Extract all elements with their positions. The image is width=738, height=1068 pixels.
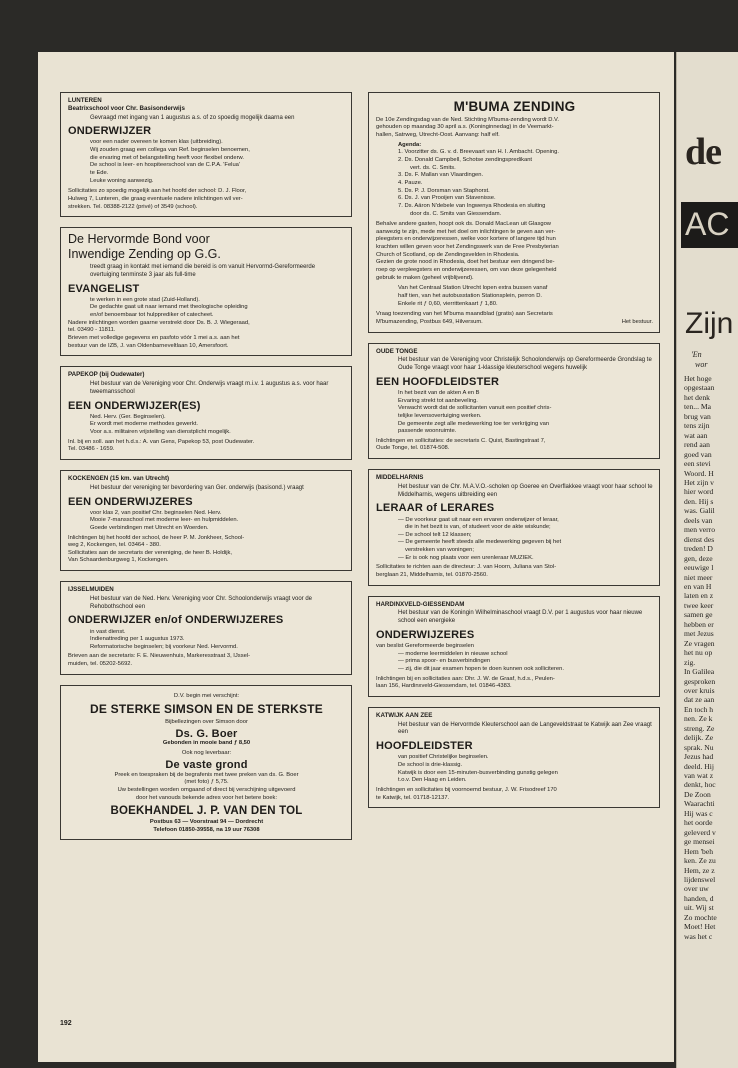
next-page-line: was het c [684,931,713,941]
ad-line: Gebonden in mooie band ƒ 8,50 [162,740,251,747]
next-page-line: lijdenswel [684,875,716,885]
next-page-line: En toch h [684,704,714,714]
ad-line: Vraag toezending van het M'buma maandblad (gratis) aan Secretaris [376,311,553,318]
next-page-line: nen. Ze k [684,714,713,724]
ad-line: Inlichtingen bij en sollicitaties aan: Dhr. J. W. de Graaf, h.d.s., Peulen- [376,675,555,682]
ad-location: LUNTEREN [68,97,102,104]
ad-line: Gezien de grote nood in Rhodesia, doet het bestuur een dringend be- [376,259,555,266]
next-page-line: het oorde [684,818,713,828]
ad-body [376,517,653,563]
next-page-line: twee keer [684,600,714,610]
ad-line: voor een nader overeen te komen klas (uitbreiding). [90,139,223,146]
ad-hervormde-bond [60,227,352,356]
ad-line: Inlichtingen en sollicitaties bij voornoemd bestuur, J. W. Frisodreef 170 [376,786,557,793]
ad-line: berglaan 21, Middelharnis, tel. 01870-2560. [376,571,488,578]
ad-hardinxveld [368,596,660,697]
next-page-line: hebben er [684,619,714,629]
ad-location: KOCKENGEN (15 km. van Utrecht) [68,474,170,482]
next-page-line: In Galilea [684,667,715,677]
next-page-line: eeuwige l [684,563,714,573]
next-page-line: Hem, ze z [684,865,715,875]
next-page-line: hier word [684,487,714,497]
ad-intro: Gevraagd met ingang van 1 augustus a.s. of zo spoedig mogelijk daarna een [90,114,295,121]
ad-kockengen [60,470,352,571]
next-page-line: en van H [684,581,712,591]
next-page-line: over uw [684,884,709,894]
ad-line: aanwezig te zijn, mede met het doel om inlichtingen te geven aan ver- [376,228,556,235]
ad-line: te Ede. [90,169,109,176]
ad-body [376,651,653,674]
ad-heading: LERAAR of LERARES [376,502,495,515]
ad-line: Reformatorische beginselen; bij voorkeur Ned. Hervormd. [90,643,238,650]
ad-line: Church of Scotland, op de Zendingsvelden in Rhodesia. [376,251,520,258]
next-page-line: rend aan [684,440,710,450]
next-page-line: dat ze aan [684,695,715,705]
ad-location: PAPEKOP (bij Oudewater) [68,371,145,379]
next-page-line: ge mensei [684,837,715,847]
ad-intro: Het bestuur van de Koningin Wilhelminaschool vraagt D.V. per 1 augustus voor haar nieuwe school een energieke [398,610,643,625]
ad-line: — De school telt 12 klassen; [398,531,472,538]
agenda-item: 2. Ds. Donald Campbell, Schotse zendingspredikant [398,157,533,164]
next-page-line: tens zijn [684,421,710,431]
ad-location: IJSSELMUIDEN [68,586,114,594]
ad-line: Oude Tonge, tel. 01874-508. [376,445,450,452]
ad-line: Goede verbindingen met Utrecht en Woerden. [90,524,209,531]
ad-line: Leuke woning aanwezig. [90,177,154,184]
ad-line: Wij zouden graag een collega van Ref. beginselen benoemen, [90,147,250,154]
ad-heading: EVANGELIST [68,282,140,295]
ad-footer [68,320,345,351]
ad-location: KATWIJK AAN ZEE [376,711,433,719]
ad-line: De gemeente zegt alle medewerking toe ter verkrijging van [398,420,550,427]
next-page-line: streng. Ze [684,723,715,733]
agenda-item: vert. ds. C. Smits. [410,164,456,171]
ad-line: — Er is ook nog plaats voor een urenleraar MUZIEK. [398,554,534,561]
ad-line: Behalve andere gasten, hoopt ook ds. Donald MacLean uit Glasgow [376,221,551,228]
next-page-line: Woord. H [684,468,714,478]
ad-line: die ervaring met of belangstelling heeft voor flexibel onderw. [90,154,245,161]
ad-line: voor klas 2, van positief Chr. beginselen Ned. Herv. [90,509,222,516]
next-page-line: brug van [684,411,711,421]
ad-ijsselmuiden [60,581,352,675]
ad-footer [376,787,653,802]
next-page-line: het nu op [684,648,713,658]
ad-line: D.V. begin mei verschijnt: [173,692,240,699]
ad-line: Nadere inlichtingen worden gaarne verstrekt door Ds. B. J. Wiegeraad, [68,319,250,326]
ad-line: De school is leer- en hospiteerschool van de C.P.A. 'Felua' [90,162,241,169]
next-page-line: zig. [684,657,696,667]
ad-body [68,510,345,533]
next-page-line: was. Galil [684,506,715,516]
ad-line: Ervaring strekt tot aanbeveling. [398,397,478,404]
agenda-item: door ds. C. Smits van Giessendam. [410,210,502,217]
ad-line: Hulweg 7, Lunteren, die graag eventuele nadere inlichtingen wil ver- [68,195,243,202]
next-page-line: Moet! Het [684,922,716,932]
agenda-label: Agenda: [398,141,422,148]
agenda-item: 1. Voorzitter ds. G. v. d. Breevaart van H. I. Ambacht. Opening. [398,149,559,156]
ad-location: HARDINXVELD-GIESSENDAM [376,600,465,608]
ad-footer [376,676,653,691]
ad-line: verstrekken van woningen; [405,547,474,554]
ad-line: Van Schaardenburgweg 1, Kockengen. [68,557,169,564]
right-column [368,92,660,818]
ad-line: in vast dienst. [90,628,126,635]
next-page-line: samen ge [684,610,713,620]
ad-line: bestuur van de IZB, J. van Oldenbarneveltlaan 10, Amersfoort. [68,342,229,349]
ad-line: Bijbellezingen over Simson door [165,718,248,725]
next-page-line: ken. Ze zu [684,856,716,866]
next-page-line: den. Hij s [684,496,714,506]
newspaper-page [38,52,674,1062]
next-page-line: Zo mochte [684,912,717,922]
ad-title: De Hervormde Bond voor [68,232,210,247]
next-page-line: Hij was c [684,808,713,818]
ad-line: half tien, van het autobusstation Stationsplein, perron D. [398,292,543,299]
next-page-line: goed van [684,449,712,459]
bookshop-phone: Telefoon 01850-39558, na 19 uur 76308 [153,826,260,833]
next-page-line: van wat z [684,771,714,781]
ad-line: Er wordt met moderne methodes gewerkt. [90,421,198,428]
ad-heading: EEN HOOFDLEIDSTER [376,375,500,388]
ad-location: MIDDELHARNIS [376,474,424,482]
next-page-line: men verro [684,525,715,535]
ad-heading: ONDERWIJZERES [376,628,475,641]
ad-intro [376,117,653,140]
book-title: DE STERKE SIMSON EN DE STERKSTE [90,702,323,717]
ad-intro: Het bestuur van de Vereniging voor Christelijk Schoolonderwijs op Gereformeerde Grondslag te Oude Tonge vraagt voor haar 1-klassige kleuterschool wegens huwelijk [398,357,652,372]
ad-line: — moderne leermiddelen in nieuwe school [398,650,508,657]
ad-line: roep op verpleegsters en onderwijzeressen, om van deze gelegenheid [376,267,557,274]
next-page-line: het denk [684,392,710,402]
ad-line: M'bumazending, Postbus 649, Hilversum. [376,318,483,325]
ad-body [68,629,345,652]
ad-line: Sollicitaties te richten aan de directeur: J. van Hoorn, Juliana van Stol- [376,564,557,571]
ad-line: krachten willen geven voor het Zendingswerk van de Free Presbyterian [376,244,559,251]
ad-footer [68,653,345,668]
ad-oude-tonge [368,343,660,460]
ad-footer [376,311,653,326]
next-page-line: gen, deze [684,553,713,563]
next-page-line: over kruis [684,685,715,695]
bus-info [376,285,653,308]
ad-line: te Katwijk, tel. 01718-12137. [376,794,450,801]
next-page-line: ten... Ma [684,402,711,412]
next-page-quote [691,350,707,370]
ad-heading: ONDERWIJZER [68,125,152,138]
ad-line: Katwijk is door een 15-minuten-busverbinding gunstig gelegen [398,769,558,776]
ad-line: In het bezit van de akten A en B [398,389,480,396]
quote-line: 'En [691,350,702,359]
next-page-line: Het hoge [684,374,712,383]
next-page-line: denkt, hoc [684,780,716,790]
ad-line: — De gemeente heeft steeds alle medewerking gegeven bij het [398,539,562,546]
ad-line: Sollicitaties zo spoedig mogelijk aan het hoofd der school: D. J. Floor, [68,188,247,195]
ad-line: Ook nog leverbaar: [181,749,232,756]
ad-line: Van het Centraal Station Utrecht lopen extra bussen vanaf [398,285,548,292]
ad-line: t.o.v. Den Haag en Leiden. [398,777,467,784]
ad-line: die in het bezit is van, of studeert voor de akte wiskunde; [405,524,551,531]
ad-line: telijke levensovertuiging werken. [398,412,482,419]
ad-line: De 10e Zendingsdag van de Ned. Stichting M'buma-zending wordt D.V. [376,116,559,123]
ad-lunteren [60,92,352,217]
ad-line: Brieven met volledige gegevens en pasfoto vóór 1 mei a.s. aan het [68,335,240,342]
next-page-line: niet meer [684,572,713,582]
ad-line: De school is drie-klassig. [398,761,463,768]
ad-body [68,139,345,185]
ad-line: door het vanouds bekende adres voor het betere boek: [135,794,278,801]
next-page-line: laten en z [684,591,714,601]
ad-line: passende woonruimte. [398,428,457,435]
next-page-line: wat aan [684,430,708,440]
next-page-line: treden! D [684,544,713,554]
next-page-text [684,374,738,941]
ad-intro: Het bestuur van de Chr. M.A.V.O.-scholen op Goeree en Overflakkee vraagt voor haar school te Middelharnis, wegens uitbreiding een [398,483,653,498]
ad-line: strekken. Tel. 08388-2122 (privé) of 3549 (school). [68,203,198,210]
ad-line: Verwacht wordt dat de sollicitanten vanuit een positief chris- [398,405,552,412]
next-page-edge [676,52,738,1068]
ad-line: Sollicitaties aan de secretaris der vereniging, de heer B. Holdijk, [68,549,233,556]
ad-katwijk [368,707,660,808]
next-page-line: De Zoon [684,789,711,799]
next-page-line: opgestaan [684,383,715,393]
ad-footer [376,564,653,579]
ad-location: OUDE TONGE [376,347,418,355]
ad-line: — De voorkeur gaat uit naar een ervaren onderwijzer of leraar, [398,516,559,523]
ad-heading: HOOFDLEIDSTER [376,740,473,753]
ad-line: van beslist Gereformeerde beginselen [376,643,474,650]
ad-line: laan 156, Hardinxveld-Giessendam, tel. 01846-4383. [376,683,512,690]
next-page-line: deels van [684,515,713,525]
next-page-line: Het zijn v [684,477,714,487]
ad-body [68,414,345,437]
agenda-item: 4. Pauze. [398,179,423,186]
next-page-title: Zijn [685,307,734,340]
ad-body [376,221,653,282]
next-page-line: Hem 'beh [684,846,713,856]
ad-line: Mooie 7-mansschool met moderne leer- en hulpmiddelen. [90,517,239,524]
next-page-line: Waarachti [684,799,715,809]
quote-line: wor [695,360,708,369]
book-author: Ds. G. Boer [175,728,238,741]
ad-intro: Het bestuur van de Hervormde Kleuterschool aan de Langeveldstraat te Katwijk aan Zee vraagt een [398,721,652,736]
ad-line: (met foto) ƒ 5,75. [184,779,229,786]
ad-title: M'BUMA ZENDING [453,99,576,114]
ad-school: Beatrixschool voor Chr. Basisonderwijs [68,104,185,112]
ad-line: Enkele rit ƒ 0,60, vierrittenkaart ƒ 1,80. [398,300,498,307]
ad-body [376,754,653,785]
next-page-line: geleverd v [684,827,716,837]
ad-intro: Het bestuur van de Vereniging voor Chr. Onderwijs vraagt m.i.v. 1 augustus a.s. voor haar tweemansschool [90,381,329,395]
ad-line: Inlichtingen en sollicitaties: de secretaris C. Quist, Bastingstraat 7, [376,437,546,444]
ad-line: Indienattreding per 1 augustus 1973. [90,636,185,643]
ad-line: gebruik te maken (geheel vrijblijvend). [376,274,474,281]
ad-line: hallen, Satrweg, Utrecht-Oost. Aanvang: half elf. [376,132,500,139]
next-page-line: dienst des [684,534,715,544]
ad-line: pleegsters en onderwijzeressen, welke voor kortere of langere tijd hun [376,236,556,243]
next-page-line: handen, d [684,893,714,903]
ad-footer [68,188,345,211]
ad-line: en/of benoembaar tot hulpprediker of catecheet. [90,312,214,319]
ad-title: Inwendige Zending op G.G. [68,247,221,262]
ad-line: Uw bestellingen worden omgaand of direct bij verschijning uitgevoerd [117,786,296,793]
ad-line: Ned. Herv. (Ger. Beginselen). [90,413,166,420]
ad-heading: EEN ONDERWIJZER(ES) [68,399,201,412]
ad-line: muiden, tel. 05202-5692. [68,661,133,668]
ad-intro: Het bestuur van de Ned. Herv. Vereniging voor Chr. Schoolonderwijs vraagt voor de Rehobothschool een [90,595,313,610]
agenda-item: 3. Ds. F. Mallan van Vlaardingen. [398,172,484,179]
ad-line: Inlichtingen bij het hoofd der school, de heer P. M. Jonkheer, School- [68,534,245,541]
ad-heading: ONDERWIJZER en/of ONDERWIJZERES [68,614,284,627]
ad-line: weg 2, Kockengen, tel. 03464 - 380. [68,542,161,549]
ad-footer [376,438,653,453]
ad-line: Brieven aan de secretaris: F. E. Nieuwenhuis, Markeresstraat 3, IJssel- [68,653,251,660]
book-title-2: De vaste grond [165,758,248,771]
ad-body [376,390,653,436]
next-page-dark-band [681,202,738,248]
bookshop-name: BOEKHANDEL J. P. VAN DEN TOL [110,805,303,818]
next-page-line: met Jezus [684,629,714,639]
ad-body [68,297,345,320]
agenda-item: 6. Ds. J. van Prooijen van Stavenisse. [398,195,496,202]
agenda-item: 5. Ds. P. J. Dorsman van Staphorst. [398,187,490,194]
ad-boekhandel [60,685,352,840]
ad-line: Tel. 03486 - 1659. [68,446,115,453]
next-page-line: Jezus had [684,752,714,762]
next-page-line: delijk. Ze [684,733,714,743]
ad-line: tel. 03490 - 11811. [68,327,116,334]
ad-line: gehouden op maandag 30 april a.s. (Koninginnedag) in de Veemarkt- [376,124,554,131]
next-page-line: Ze vragen [684,638,715,648]
next-page-heading: de [685,131,721,173]
ad-line: — zij, die dit jaar examen hopen te doen kunnen ook solliciteren. [398,665,564,672]
page-number: 192 [60,1020,72,1027]
next-page-line: gesproken [684,676,716,686]
bookshop-address: Postbus 63 — Voorstraat 94 — Dordrecht [149,818,264,825]
ad-line: — prima spoor- en busverbindingen [398,658,491,665]
left-column [60,92,352,850]
ad-line: Voor a.s. militairen vrijstelling van dienstplicht mogelijk. [90,429,231,436]
next-page-line: deeld. Hij [684,761,714,771]
ad-footer [68,535,345,566]
ad-line: te werken in een grote stad (Zuid-Holland). [90,296,200,303]
agenda-item: 7. Ds. Aäron N'debele van Ingwenya Rhodesia en sluiting [398,202,546,209]
next-page-line: sprak. Nu [684,742,714,752]
ad-line: Preek en toespraken bij de begrafenis met twee preken van ds. G. Boer [114,771,299,778]
ad-intro: Het bestuur der vereniging ter bevordering van Ger. onderwijs (basisond.) vraagt [90,484,304,491]
ad-line: van positief Christelijke beginselen. [398,754,489,761]
ad-intro: treedt graag in kontakt met iemand die bereid is om vanuit Hervormd-Gereformeerde overtuiging tenminste 3 jaar als full-time [90,264,316,278]
ad-mbuma [368,92,660,333]
next-page-line: uit. Wij st [684,903,714,913]
next-page-line: een stevi [684,459,711,469]
ad-line: De gedachte gaat uit naar iemand met theologische opleiding [90,304,248,311]
ad-footer [68,439,345,454]
agenda [376,142,653,218]
next-page-band-text: AC [685,206,730,242]
ad-heading: EEN ONDERWIJZERES [68,495,193,508]
ad-middelharnis [368,469,660,586]
ad-signature: Het bestuur. [621,318,653,325]
ad-papekop [60,366,352,460]
ad-line: Inl. bij en soll. aan het h.d.s.: A. van Gens, Papekop 53, post Oudewater. [68,438,255,445]
